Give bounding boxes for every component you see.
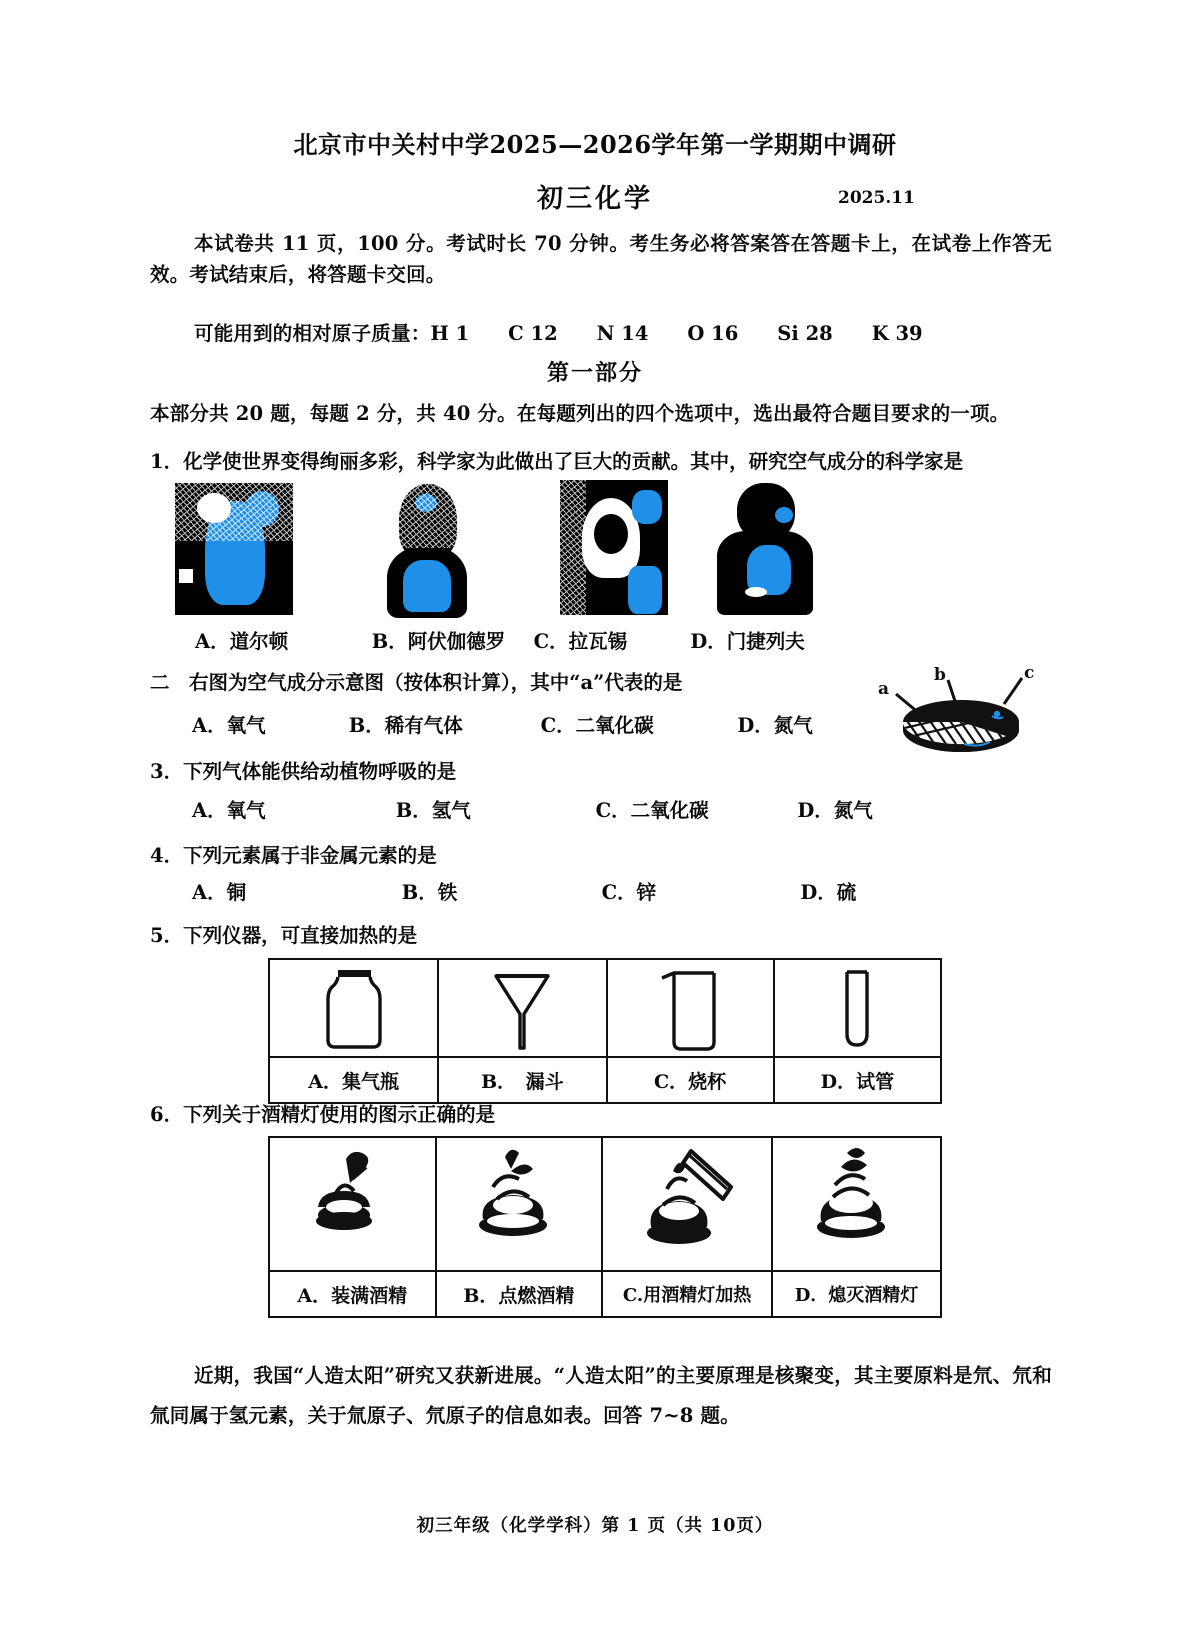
- table-row-figures: [269, 959, 941, 1057]
- question-5-apparatus-table: [268, 958, 942, 1104]
- section-title: 第一部分: [546, 360, 643, 386]
- question-6-option-a[interactable]: A．装满酒精: [269, 1271, 436, 1317]
- question-4-option-a[interactable]: A．铜: [192, 881, 247, 904]
- question-6-option-d[interactable]: D．熄灭酒精灯: [772, 1271, 941, 1317]
- question-1-option-a[interactable]: A．道尔顿: [195, 630, 289, 653]
- question-1-stem: 1．化学使世界变得绚丽多彩，科学家为此做出了巨大的贡献。其中，研究空气成分的科学家是: [150, 450, 964, 473]
- question-6-option-c[interactable]: C.用酒精灯加热: [602, 1271, 772, 1317]
- light-alcohol-icon: [459, 1141, 579, 1267]
- question-5-option-c[interactable]: C．烧杯: [607, 1057, 774, 1103]
- air-composition-pie-figure: [866, 652, 1046, 757]
- question-3-option-b[interactable]: B．氢气: [395, 799, 471, 822]
- question-4-options: [192, 879, 856, 907]
- table-row-labels: [269, 1271, 941, 1317]
- question-2-option-d[interactable]: D．氮气: [737, 714, 813, 737]
- beaker-icon: [650, 962, 730, 1054]
- apparatus-figure-heat-with-lamp: [602, 1137, 772, 1271]
- relative-atomic-mass-values: H 1 C 12 N 14 O 16 Si 28 K 39: [430, 322, 923, 345]
- question-1-options: [195, 628, 805, 656]
- question-5-stem: 5．下列仪器，可直接加热的是: [150, 924, 418, 947]
- question-3-option-c[interactable]: C．二氧化碳: [595, 799, 709, 822]
- pie-label-c: c: [1024, 663, 1035, 683]
- table-row-labels: [269, 1057, 941, 1103]
- question-5-option-a[interactable]: A．集气瓶: [269, 1057, 438, 1103]
- section-description: 本部分共 20 题，每题 2 分，共 40 分。在每题列出的四个选项中，选出最符合题目要求的一项。: [150, 402, 1010, 425]
- fill-alcohol-icon: [292, 1141, 412, 1267]
- question-1-option-b[interactable]: B．阿伏伽德罗: [371, 630, 506, 653]
- question-4-option-c[interactable]: C．锌: [601, 881, 657, 904]
- question-2-option-c[interactable]: C．二氧化碳: [540, 714, 654, 737]
- subject-title: 初三化学: [536, 184, 653, 214]
- question-3-stem: 3．下列气体能供给动植物呼吸的是: [150, 760, 457, 783]
- question-2-options: [192, 712, 813, 740]
- question-5-option-b[interactable]: B． 漏斗: [438, 1057, 606, 1103]
- exam-date: 2025.11: [838, 188, 915, 208]
- question-2-option-b[interactable]: B．稀有气体: [348, 714, 463, 737]
- question-2-stem: 二 右图为空气成分示意图（按体积计算），其中“a”代表的是: [150, 671, 683, 694]
- question-1-option-c[interactable]: C．拉瓦锡: [533, 630, 628, 653]
- heat-with-lamp-icon: [627, 1141, 747, 1267]
- relative-atomic-mass-label: 可能用到的相对原子质量：: [194, 322, 431, 345]
- question-6-alcohol-lamp-table: [268, 1136, 942, 1318]
- page-title: 北京市中关村中学2025—2026学年第一学期期中调研: [293, 130, 897, 159]
- question-6-stem: 6．下列关于酒精灯使用的图示正确的是: [150, 1103, 496, 1126]
- gas-jar-icon: [314, 962, 394, 1054]
- air-composition-pie-svg: [866, 652, 1046, 757]
- question-3-options: [192, 797, 873, 825]
- question-3-option-d[interactable]: D．氮气: [797, 799, 873, 822]
- passage-artificial-sun: 近期，我国“人造太阳”研究又获新进展。“人造太阳”的主要原理是核聚变，其主要原料是氘、氘和氚同属于氢元素，关于氚原子、氘原子的信息如表。回答 7~8 题。: [150, 1364, 1052, 1427]
- apparatus-figure-light-alcohol: [436, 1137, 603, 1271]
- apparatus-figure-fill-alcohol: [269, 1137, 436, 1271]
- question-4-stem: 4．下列元素属于非金属元素的是: [150, 844, 437, 867]
- question-4-option-b[interactable]: B．铁: [401, 881, 458, 904]
- exam-notice: 本试卷共 11 页，100 分。考试时长 70 分钟。考生务必将答案答在答题卡上，在试卷上作答无效。考试结束后，将答题卡交回。: [150, 232, 1052, 286]
- portrait-dalton: [175, 483, 293, 615]
- test-tube-icon: [817, 962, 897, 1054]
- apparatus-figure-gas-jar: [269, 959, 438, 1057]
- apparatus-figure-beaker: [607, 959, 774, 1057]
- portrait-lavoisier: [560, 480, 668, 615]
- pie-label-a: a: [878, 679, 890, 699]
- question-1-portraits: [175, 478, 855, 623]
- page-footer: 初三年级（化学学科）第 1 页（共 10页）: [416, 1516, 774, 1536]
- question-5-option-d[interactable]: D．试管: [774, 1057, 941, 1103]
- question-3-option-a[interactable]: A．氧气: [192, 799, 266, 822]
- question-1-option-d[interactable]: D．门捷列夫: [690, 630, 805, 653]
- table-row-figures: [269, 1137, 941, 1271]
- relative-atomic-mass-line: [150, 318, 1052, 349]
- portrait-mendeleev: [715, 483, 815, 615]
- question-6-option-b[interactable]: B．点燃酒精: [436, 1271, 603, 1317]
- portrait-avogadro: [381, 480, 473, 618]
- funnel-icon: [482, 962, 562, 1054]
- apparatus-figure-test-tube: [774, 959, 941, 1057]
- question-2-option-a[interactable]: A．氧气: [192, 714, 266, 737]
- question-4-option-d[interactable]: D．硫: [800, 881, 857, 904]
- apparatus-figure-funnel: [438, 959, 606, 1057]
- pie-label-b: b: [934, 665, 946, 685]
- extinguish-lamp-icon: [797, 1141, 917, 1267]
- apparatus-figure-extinguish-lamp: [772, 1137, 941, 1271]
